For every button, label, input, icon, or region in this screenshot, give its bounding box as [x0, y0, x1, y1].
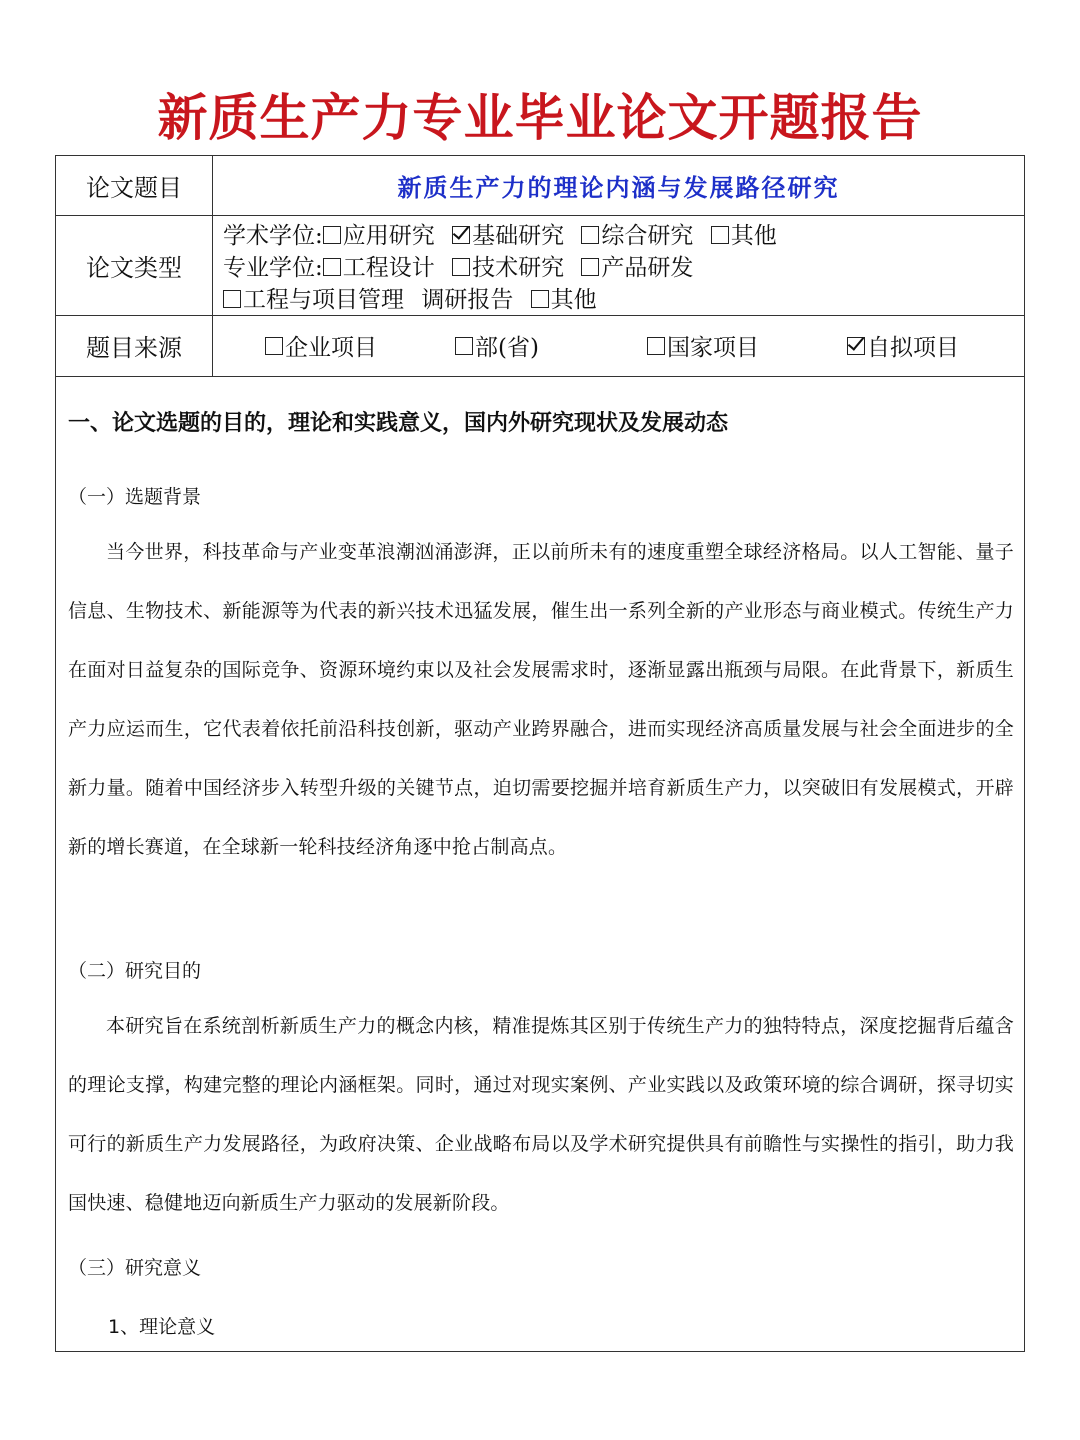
professional-option-survey[interactable]: 调研报告: [421, 287, 514, 313]
academic-degree-line: [223, 217, 777, 250]
professional-option-product[interactable]: 产品研发: [581, 249, 693, 282]
topic-row: [56, 156, 1024, 216]
subsection-heading: （二）研究目的: [68, 960, 202, 982]
professional-option-tech[interactable]: 技术研究: [452, 249, 564, 282]
professional-prefix: 专业学位:: [223, 255, 323, 281]
source-option-national[interactable]: 国家项目: [647, 315, 759, 376]
checkbox-icon[interactable]: [647, 337, 665, 355]
checkbox-icon[interactable]: [323, 226, 341, 244]
professional-degree-line: [223, 249, 693, 282]
checkbox-checked-icon[interactable]: [452, 226, 470, 244]
checkbox-checked-icon[interactable]: [847, 337, 865, 355]
paragraph: 当今世界，科技革命与产业变革浪潮汹涌澎湃，正以前所未有的速度重塑全球经济格局。以人工智能、量子信息、生物技术、新能源等为代表的新兴技术迅猛发展，催生出一系列全新的产业形态与商业模式。传统生产力在面对日益复杂的国际竞争、资源环境约束以及社会发展需求时，逐渐显露出瓶颈与局限。在此背景下，新质生产力应运而生，它代表着依托前沿科技创新，驱动产业跨界融合，进而实现经济高质量发展与社会全面进步的全新力量。随着中国经济步入转型升级的关键节点，迫切需要挖掘并培育新质生产力，以突破旧有发展模式，开辟新的增长赛道，在全球新一轮科技经济角逐中抢占制高点。: [68, 541, 1014, 858]
checkbox-icon[interactable]: [531, 290, 549, 308]
topic-value[interactable]: 新质生产力的理论内涵与发展路径研究: [397, 173, 840, 202]
academic-option-applied[interactable]: 应用研究: [323, 217, 435, 250]
checkbox-icon[interactable]: [581, 258, 599, 276]
source-option-ministry[interactable]: 部(省): [455, 315, 539, 376]
checkbox-icon[interactable]: [323, 258, 341, 276]
subsection-heading: （一）选题背景: [68, 486, 202, 508]
source-option-enterprise[interactable]: 企业项目: [265, 315, 377, 376]
type-row: [56, 215, 1024, 316]
source-row: [56, 315, 1024, 377]
checkbox-icon[interactable]: [452, 258, 470, 276]
professional-option-pm[interactable]: 工程与项目管理: [223, 281, 404, 314]
source-label: 题目来源: [56, 315, 213, 376]
checkbox-icon[interactable]: [455, 337, 473, 355]
subsection-heading: （三）研究意义: [68, 1257, 202, 1279]
section-heading: 一、论文选题的目的，理论和实践意义，国内外研究现状及发展动态: [68, 411, 729, 436]
subsubsection-heading: 1、理论意义: [108, 1316, 216, 1338]
checkbox-icon[interactable]: [581, 226, 599, 244]
checkbox-icon[interactable]: [265, 337, 283, 355]
professional-option-other[interactable]: 其他: [531, 281, 597, 314]
checkbox-icon[interactable]: [711, 226, 729, 244]
checkbox-icon[interactable]: [223, 290, 241, 308]
academic-prefix: 学术学位:: [223, 223, 323, 249]
page-title: 新质生产力专业毕业论文开题报告: [157, 89, 923, 147]
academic-option-basic[interactable]: 基础研究: [452, 217, 564, 250]
report-form: [55, 155, 1025, 1352]
type-label: 论文类型: [56, 215, 213, 315]
source-option-self[interactable]: 自拟项目: [847, 315, 959, 376]
academic-option-comprehensive[interactable]: 综合研究: [581, 217, 693, 250]
paragraph: 本研究旨在系统剖析新质生产力的概念内核，精准提炼其区别于传统生产力的独特特点，深度挖掘背后蕴含的理论支撑，构建完整的理论内涵框架。同时，通过对现实案例、产业实践以及政策环境的综合调研，探寻切实可行的新质生产力发展路径，为政府决策、企业战略布局以及学术研究提供具有前瞻性与实操性的指引，助力我国快速、稳健地迈向新质生产力驱动的发展新阶段。: [68, 1015, 1014, 1214]
professional-option-engineering[interactable]: 工程设计: [323, 249, 435, 282]
topic-label: 论文题目: [56, 156, 213, 215]
academic-option-other[interactable]: 其他: [711, 217, 777, 250]
professional-degree-line-2: [223, 281, 597, 314]
